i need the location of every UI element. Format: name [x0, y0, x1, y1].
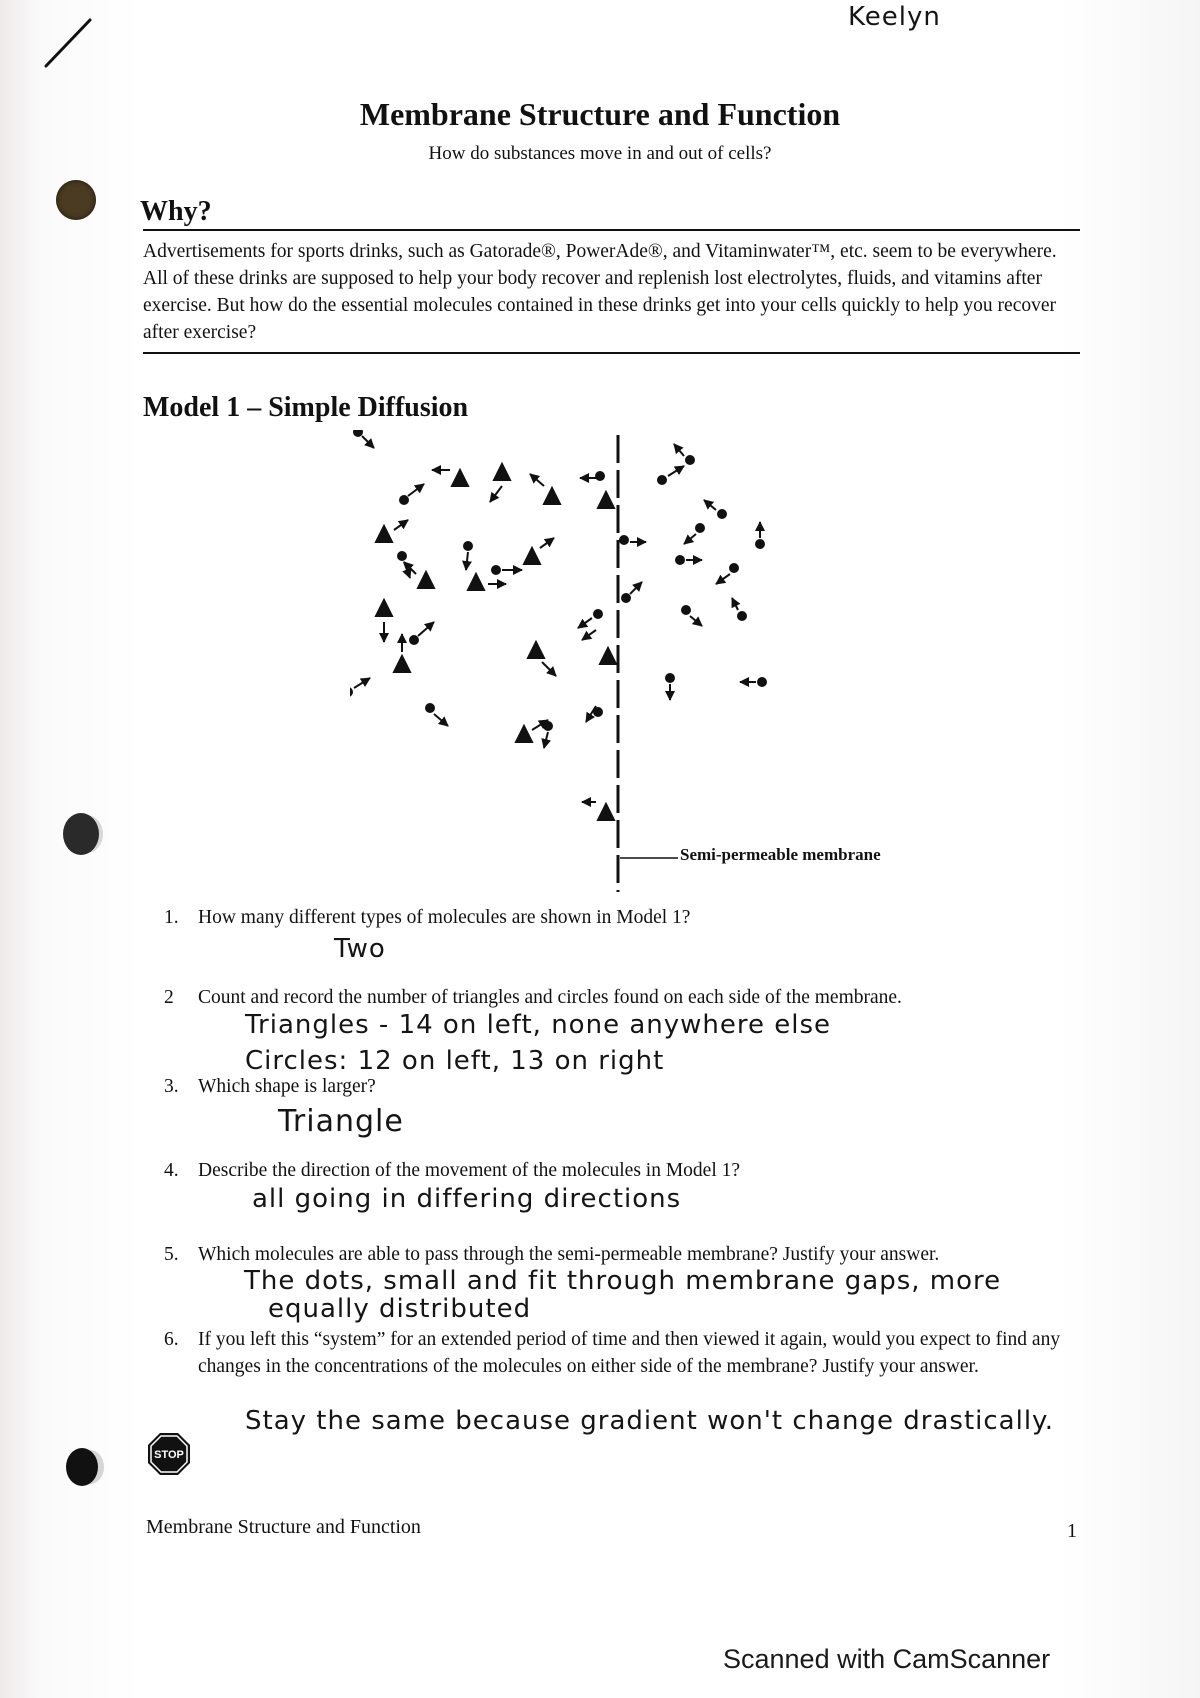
student-name: Keelyn [848, 2, 941, 32]
model-heading: Model 1 – Simple Diffusion [143, 392, 469, 423]
circle-molecule [400, 484, 424, 504]
why-top-rule [143, 229, 1080, 231]
why-heading: Why? [140, 196, 212, 227]
triangle-molecule [524, 538, 554, 564]
triangle-molecule [580, 478, 614, 508]
triangle-molecule [490, 464, 510, 502]
answer-2-circles: Circles: 12 on left, 13 on right [245, 1046, 665, 1076]
pen-slash-mark [40, 14, 100, 74]
question-text: Which molecules are able to pass through the semi-permeable membrane? Justify your answer. [198, 1244, 940, 1265]
membrane-label: Semi-permeable membrane [680, 845, 881, 864]
triangle-molecule [394, 634, 410, 672]
diffusion-diagram [350, 430, 910, 900]
circle-molecule [354, 430, 374, 448]
triangle-molecule [528, 642, 556, 676]
question-text: How many different types of molecules are shown in Model 1? [198, 907, 691, 928]
question-1 [164, 904, 1098, 931]
triangle-molecule [376, 600, 392, 642]
circle-molecule [586, 706, 602, 722]
question-number: 6. [164, 1329, 179, 1350]
question-number: 1. [164, 907, 179, 928]
circle-molecule [676, 556, 702, 564]
answer-5-line1: The dots, small and fit through membrane gaps, more [244, 1266, 1002, 1296]
question-number: 2 [164, 987, 174, 1008]
question-text: If you left this “system” for an extended period of time and then viewed it again, would you expect to find any changes in the concentrations of the molecules on either side of the membrane? Justify your answer. [198, 1329, 1061, 1377]
binder-hole-top [56, 180, 96, 220]
answer-1: Two [334, 934, 386, 964]
circle-molecule [578, 610, 602, 628]
stop-sign-text: STOP [154, 1449, 184, 1461]
circle-molecule [756, 522, 764, 548]
circle-molecule [622, 582, 642, 602]
question-text: Count and record the number of triangles and circles found on each side of the membrane. [198, 987, 902, 1008]
question-number: 5. [164, 1244, 179, 1265]
question-text: Which shape is larger? [198, 1076, 376, 1097]
triangle-molecule [432, 470, 468, 486]
question-2 [164, 984, 1098, 1011]
circle-molecule [492, 566, 522, 574]
circle-molecule [740, 678, 766, 686]
triangle-molecule [468, 574, 506, 590]
circle-molecule [684, 524, 704, 544]
page-subtitle: How do substances move in and out of cells? [428, 143, 772, 164]
why-bottom-rule [143, 352, 1080, 354]
triangle-molecule [376, 520, 408, 542]
circle-molecule [658, 466, 684, 484]
stop-sign-icon [146, 1431, 192, 1477]
question-number: 4. [164, 1160, 179, 1181]
footer-title: Membrane Structure and Function [146, 1516, 421, 1538]
circle-molecule [620, 536, 646, 544]
page-number: 1 [1067, 1520, 1077, 1542]
answer-4: all going in differing directions [252, 1184, 682, 1214]
circle-molecule [682, 606, 702, 626]
answer-6: Stay the same because gradient won't change drastically. [245, 1406, 1054, 1436]
circle-molecule [426, 704, 448, 726]
circle-molecule [596, 472, 604, 480]
circle-molecule [464, 542, 472, 570]
question-6 [164, 1326, 1098, 1380]
triangle-molecule [530, 474, 560, 504]
question-text: Describe the direction of the movement of the molecules in Model 1? [198, 1160, 741, 1181]
molecules [350, 430, 766, 820]
circle-molecule [350, 678, 370, 696]
answer-2-triangles: Triangles - 14 on left, none anywhere else [245, 1010, 832, 1040]
circle-molecule [704, 500, 726, 518]
circle-molecule [666, 674, 674, 700]
triangle-molecule [582, 630, 616, 664]
scanner-watermark: Scanned with CamScanner [723, 1644, 1051, 1674]
question-5 [164, 1241, 1098, 1268]
question-4 [164, 1157, 1098, 1184]
binder-hole-bottom [66, 1448, 98, 1486]
why-paragraph: Advertisements for sports drinks, such as Gatorade®, PowerAde®, and Vitaminwater™, etc. seem to be everywhere. All of these drinks are supposed to help your body recover and replenish lost electrolytes, fluids, and vitamins after exercise. But how do the essential molecules contained in these drinks get into your cells quickly to help you recover after exercise? [143, 241, 1057, 343]
circle-molecule [674, 444, 694, 464]
question-3 [164, 1073, 1098, 1100]
triangle-molecule [516, 720, 548, 742]
circle-molecule [410, 622, 434, 644]
question-number: 3. [164, 1076, 179, 1097]
answer-3: Triangle [278, 1104, 404, 1139]
circle-molecule [716, 564, 738, 584]
circle-molecule [544, 722, 552, 748]
triangle-molecule [582, 802, 614, 820]
circle-molecule [732, 598, 746, 620]
answer-5-line2: equally distributed [268, 1294, 532, 1324]
binder-hole-middle [63, 813, 99, 855]
page-title: Membrane Structure and Function [359, 96, 841, 132]
